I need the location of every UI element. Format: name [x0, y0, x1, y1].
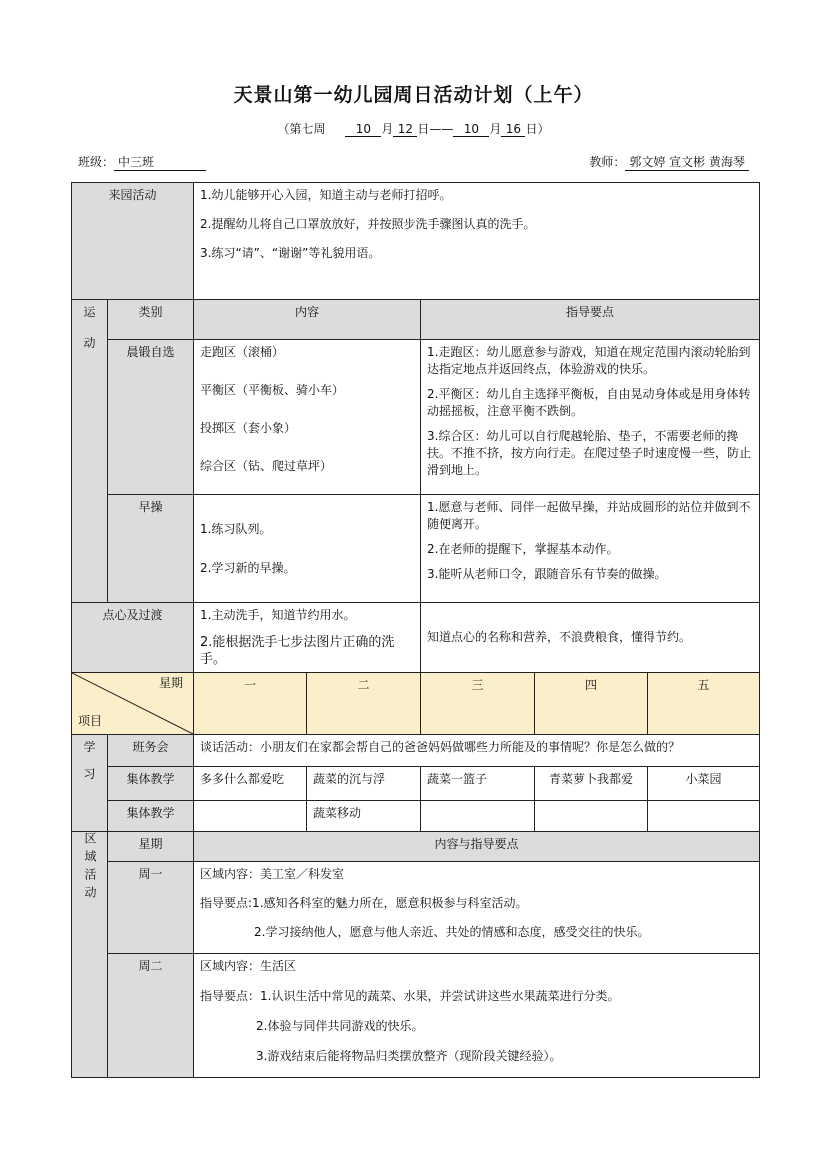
area-tue-content: [194, 954, 760, 1078]
area-guide-line: 指导要点：1.认识生活中常见的蔬菜、水果，并尝试讲这些水果蔬菜进行分类。: [200, 989, 620, 1003]
teacher-value: 郭文婷 宣文彬 黄海琴: [625, 153, 749, 171]
arrival-item: 3.练习“请”、“谢谢”等礼貌用语。: [200, 246, 381, 260]
class-info: [78, 153, 206, 171]
area-guide-line: 2.学习接纳他人，愿意与他人亲近、共处的情感和态度，感受交往的快乐。: [254, 925, 650, 939]
snack-item: 1.主动洗手，知道节约用水。: [200, 608, 356, 622]
col-guide: 指导要点: [421, 300, 760, 340]
morning-guide-item: 1.走跑区：幼儿愿意参与游戏，知道在规定范围内滚动轮胎到达指定地点并返回终点，体验游戏的快乐。: [427, 345, 751, 376]
exercise-item: 1.练习队列。: [200, 521, 272, 536]
class-meeting-label: 班务会: [108, 735, 194, 767]
class-meeting-row: [72, 735, 760, 767]
col-content: 内容: [194, 300, 421, 340]
weekday-fri: 五: [648, 673, 760, 735]
morning-item: 综合区（钻、爬过草坪）: [200, 459, 333, 473]
weekday-tue: 二: [307, 673, 421, 735]
group-teaching-cell: 蔬菜移动: [307, 801, 421, 832]
weekday-corner: [72, 673, 194, 735]
exercise-guide: [421, 495, 760, 603]
exercise-row: [72, 495, 760, 603]
arrival-label: 来园活动: [72, 183, 194, 300]
day-dash: 日——: [417, 122, 454, 136]
morning-label: 晨锻自选: [108, 340, 194, 495]
area-mon-content: [194, 862, 760, 954]
corner-item: 项目: [78, 714, 103, 728]
snack-content: [194, 603, 421, 673]
exercise-content: [194, 495, 421, 603]
date-range: [0, 120, 827, 137]
arrival-item: 2.提醒幼儿将自己口罩放放好，并按照步洗手骤图认真的洗手。: [200, 217, 536, 231]
area-tue-row: [72, 954, 760, 1078]
group-teaching-cell: [648, 801, 760, 832]
area-col-guide: 内容与指导要点: [194, 832, 760, 862]
morning-content: [194, 340, 421, 495]
week-label: （第七周: [277, 122, 326, 136]
group-teaching-cell: 小菜园: [648, 767, 760, 801]
morning-guide-item: 2.平衡区：幼儿自主选择平衡板，自由晃动身体或是用身体转动摇摇板，注意平衡不跌倒。: [427, 387, 751, 418]
area-content-line: 区域内容：美工室／科发室: [200, 867, 345, 881]
end-day: 16: [501, 122, 525, 137]
morning-row: [72, 340, 760, 495]
area-content-line: 区域内容：生活区: [200, 959, 297, 973]
weekday-thu: 四: [535, 673, 648, 735]
group-teaching-row: [72, 767, 760, 801]
weekday-mon: 一: [194, 673, 307, 735]
teacher-label: 教师：: [589, 155, 626, 169]
area-mon-label: 周一: [108, 862, 194, 954]
group-teaching-cell: 蔬菜一篮子: [421, 767, 535, 801]
sport-label: [72, 300, 108, 603]
group-teaching-cell: [421, 801, 535, 832]
group-teaching-cell: 多多什么都爱吃: [194, 767, 307, 801]
start-month: 10: [345, 122, 381, 137]
snack-item: 2.能根据洗手七步法图片正确的洗手。: [200, 635, 395, 667]
snack-label: 点心及过渡: [72, 603, 194, 673]
end-month: 10: [453, 122, 489, 137]
exercise-label: 早操: [108, 495, 194, 603]
area-guide-line: 2.体验与同伴共同游戏的快乐。: [256, 1019, 424, 1033]
day-close: 日）: [525, 122, 550, 136]
sport-label-char: 动: [83, 336, 96, 350]
class-label: 班级：: [78, 155, 115, 169]
col-category: 类别: [108, 300, 194, 340]
start-day: 12: [393, 122, 417, 137]
teacher-info: [589, 153, 749, 171]
area-guide-line: 3.游戏结束后能将物品归类摆放整齐（现阶段关键经验）。: [256, 1049, 562, 1063]
study-label-char: 习: [83, 767, 96, 781]
area-guide-line: 指导要点:1.感知各科室的魅力所在，愿意积极参与科室活动。: [200, 896, 528, 910]
plan-table: [71, 182, 760, 1078]
study-label-char: 学: [83, 740, 96, 754]
morning-item: 投掷区（套小象）: [200, 421, 297, 435]
area-col-week: 星期: [108, 832, 194, 862]
exercise-item: 2.学习新的早操。: [200, 560, 296, 575]
group-teaching-label: 集体教学: [108, 801, 194, 832]
group-teaching-cell: [194, 801, 307, 832]
area-label: [72, 832, 108, 1078]
group-teaching-cell: [535, 801, 648, 832]
weekday-wed: 三: [421, 673, 535, 735]
area-label-text: 区域活动: [83, 832, 97, 904]
morning-guide: [421, 340, 760, 495]
class-meeting-text: 谈话活动：小朋友们在家都会帮自己的爸爸妈妈做哪些力所能及的事情呢？你是怎么做的？: [194, 735, 760, 767]
exercise-guide-item: 3.能听从老师口令，跟随音乐有节奏的做操。: [427, 567, 667, 581]
sport-header-row: [72, 300, 760, 340]
arrival-item: 1.幼儿能够开心入园，知道主动与老师打招呼。: [200, 188, 452, 202]
arrival-row: [72, 183, 760, 300]
snack-guide: 知道点心的名称和营养，不浪费粮食，懂得节约。: [421, 603, 760, 673]
page-title: 天景山第一幼儿园周日活动计划（上午）: [233, 84, 594, 106]
group-teaching-cell: 青菜萝卜我都爱: [535, 767, 648, 801]
arrival-content: [194, 183, 760, 300]
study-label: [72, 735, 108, 832]
sport-label-char: 运: [83, 305, 96, 319]
area-tue-label: 周二: [108, 954, 194, 1078]
morning-item: 走跑区（滚桶）: [200, 345, 285, 359]
morning-item: 平衡区（平衡板、骑小车）: [200, 383, 345, 397]
corner-week: 星期: [159, 676, 184, 690]
group-teaching-label: 集体教学: [108, 767, 194, 801]
area-mon-row: [72, 862, 760, 954]
exercise-guide-item: 2.在老师的提醒下，掌握基本动作。: [427, 542, 619, 556]
group-teaching-cell: 蔬菜的沉与浮: [307, 767, 421, 801]
class-value: 中三班: [114, 153, 206, 171]
group-teaching-row-2: [72, 801, 760, 832]
area-header-row: [72, 832, 760, 862]
exercise-guide-item: 1.愿意与老师、同伴一起做早操，并站成圆形的站位并做到不随便离开。: [427, 500, 751, 531]
weekday-row: [72, 673, 760, 735]
month-char: 月: [381, 122, 394, 136]
month-char: 月: [489, 122, 502, 136]
snack-row: [72, 603, 760, 673]
morning-guide-item: 3.综合区：幼儿可以自行爬越轮胎、垫子，不需要老师的搀扶。不推不挤，按方向行走。在爬过垫子时速度慢一些，防止滑到地上。: [427, 429, 752, 477]
